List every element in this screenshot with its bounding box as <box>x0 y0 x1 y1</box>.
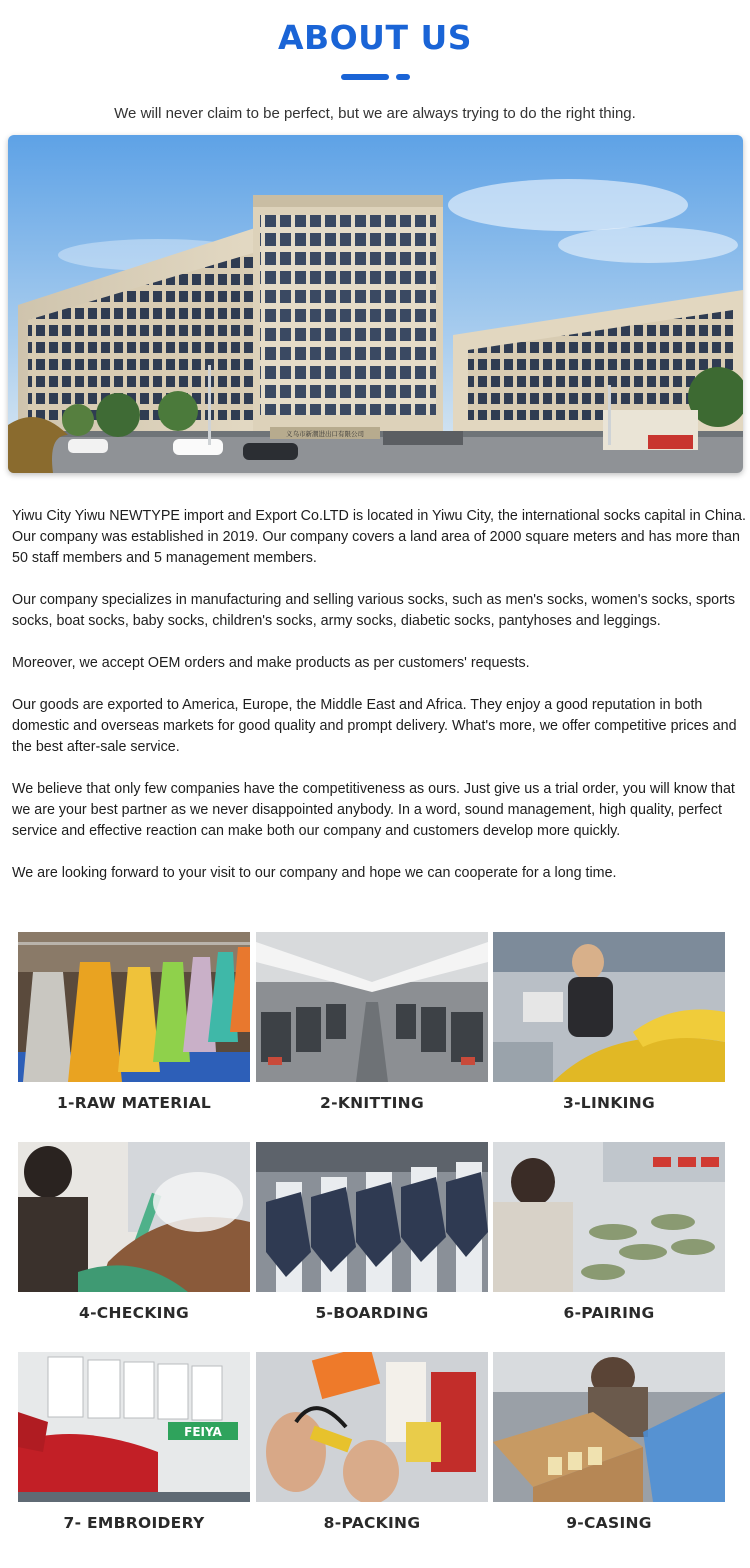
intro-paragraph: Our company specializes in manufacturing and selling various socks, such as men's socks, women's socks, sports socks, boat socks, baby socks, children's socks, army socks, diabetic socks, pantyhoses and leggings. <box>12 592 735 629</box>
process-label: 3-LINKING <box>562 1094 655 1112</box>
page-title: ABOUT US <box>277 18 473 57</box>
company-intro <box>12 506 746 905</box>
process-step <box>493 932 725 1112</box>
tagline: We will never claim to be perfect, but we are always trying to do the right thing. <box>114 105 636 122</box>
embroidery-photo <box>18 1352 250 1502</box>
process-label: 4-CHECKING <box>78 1304 189 1322</box>
process-label: 8-PACKING <box>323 1514 421 1532</box>
process-label: 1-RAW MATERIAL <box>56 1094 212 1112</box>
process-step <box>493 1352 725 1532</box>
process-step <box>18 932 250 1112</box>
process-step <box>256 1352 488 1532</box>
intro-paragraph: We believe that only few companies have the competitiveness as ours. Just give us a trial order, you will know that we are your best partner as we never disappointed anybody. In a word, sound management, high quality, perfect service and effective reaction can make both our company and customers develop more quickly. <box>12 781 735 839</box>
process-label: 5-BOARDING <box>315 1304 429 1322</box>
title-underline-short <box>396 74 410 80</box>
process-label: 6-PAIRING <box>563 1304 655 1322</box>
process-step <box>18 1352 250 1532</box>
knitting-photo <box>256 932 488 1082</box>
raw-material-photo <box>18 932 250 1082</box>
process-step <box>256 1142 488 1322</box>
checking-photo <box>18 1142 250 1292</box>
process-step <box>256 932 488 1112</box>
intro-paragraph: Moreover, we accept OEM orders and make products as per customers' requests. <box>12 655 530 671</box>
building-sign: 义乌市新潮进出口有限公司 <box>286 430 364 438</box>
boarding-photo <box>256 1142 488 1292</box>
process-label: 7- EMBROIDERY <box>63 1514 205 1532</box>
process-label: 9-CASING <box>566 1514 652 1532</box>
intro-paragraph: Yiwu City Yiwu NEWTYPE import and Export Co.LTD is located in Yiwu City, the international socks capital in China. Our company was established in 2019. Our company covers a land area of 2000 square meters and has more than 50 staff members and 5 management members. <box>12 508 746 566</box>
process-label: 2-KNITTING <box>320 1094 424 1112</box>
packing-photo <box>256 1352 488 1502</box>
machine-brand-label: FEIYA <box>184 1425 222 1439</box>
pairing-photo <box>493 1142 725 1292</box>
process-step <box>493 1142 725 1322</box>
factory-photo <box>8 135 743 473</box>
title-underline-long <box>341 74 389 80</box>
production-process-grid <box>0 932 750 1552</box>
process-step <box>18 1142 250 1322</box>
intro-paragraph: We are looking forward to your visit to our company and hope we can cooperate for a long time. <box>12 865 617 881</box>
casing-photo <box>493 1352 725 1502</box>
linking-photo <box>493 932 725 1082</box>
intro-paragraph: Our goods are exported to America, Europe, the Middle East and Africa. They enjoy a good reputation in both domestic and overseas markets for good quality and prompt delivery. What's more, we offer competitive prices and the best after-sale service. <box>12 697 737 755</box>
